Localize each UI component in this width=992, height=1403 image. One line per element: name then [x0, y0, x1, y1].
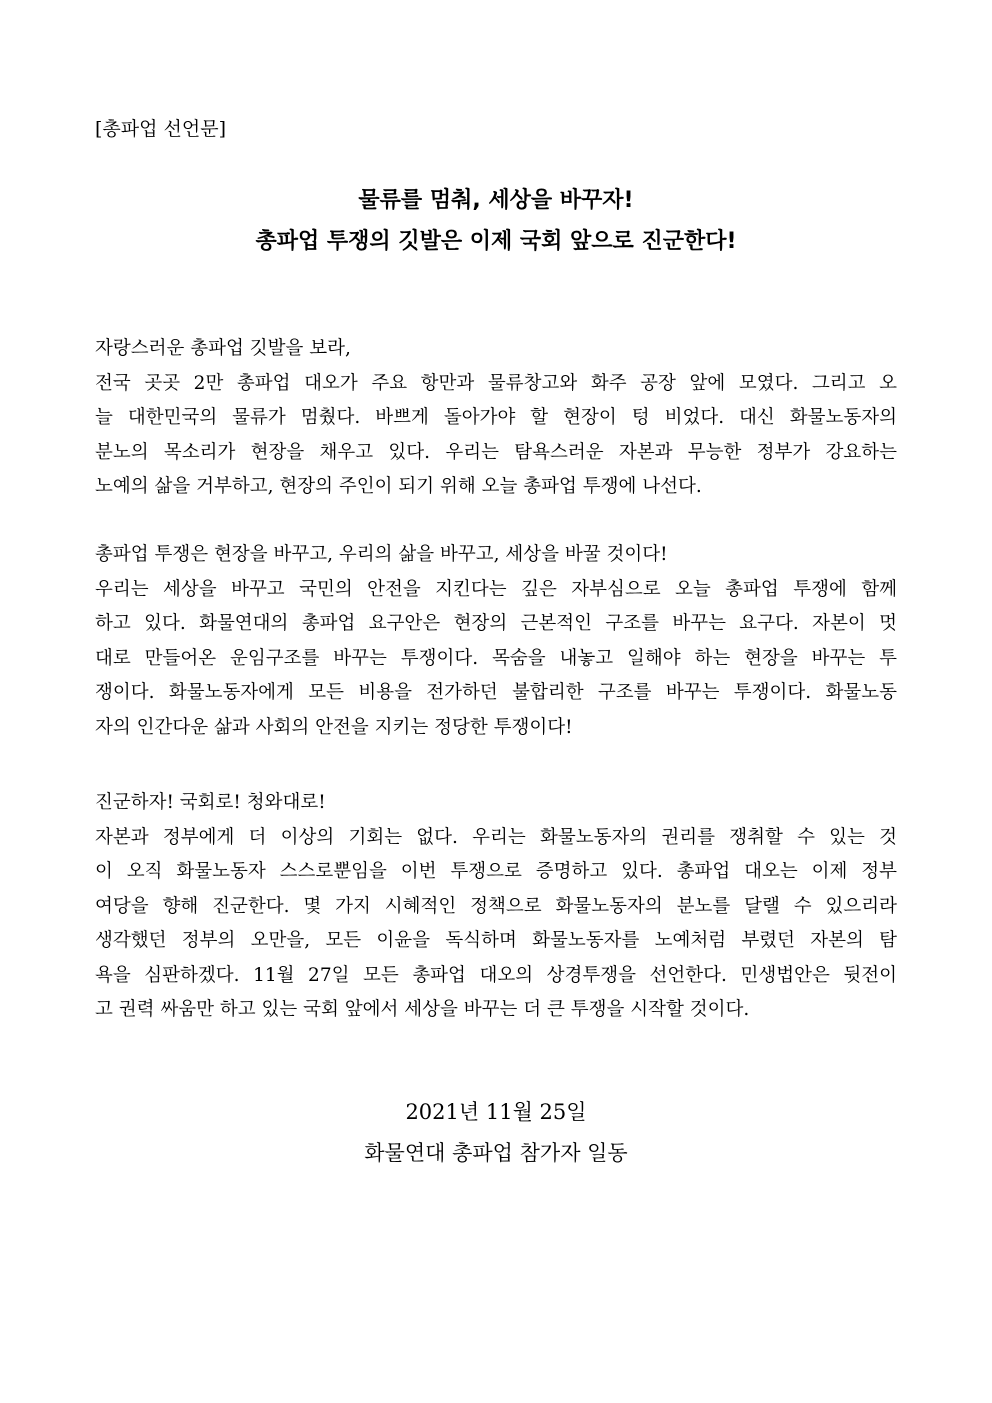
footer-signer: 화물연대 총파업 참가자 일동	[364, 1141, 628, 1165]
section-2	[95, 538, 897, 745]
section-2-line-4: 쟁이다. 화물노동자에게 모든 비용을 전가하던 불합리한 구조를 바꾸는 투쟁이다. 화물노동	[95, 682, 897, 703]
section-2-heading: 총파업 투쟁은 현장을 바꾸고, 우리의 삶을 바꾸고, 세상을 바꿀 것이다!	[95, 544, 668, 565]
section-3-line-3: 여당을 향해 진군한다. 몇 가지 시혜적인 정책으로 화물노동자의 분노를 달랠 수 있으리라	[95, 895, 897, 917]
section-3-line-5: 욕을 심판하겠다. 11월 27일 모든 총파업 대오의 상경투쟁을 선언한다. 민생법안은 뒷전이	[95, 964, 897, 986]
section-3-line-2: 이 오직 화물노동자 스스로뿐임을 이번 투쟁으로 증명하고 있다. 총파업 대오는 이제 정부	[95, 861, 897, 882]
footer-date: 2021년 11월 25일	[405, 1100, 587, 1124]
section-1-heading: 자랑스러운 총파업 깃발을 보라,	[95, 338, 351, 359]
section-2-line-5: 자의 인간다운 삶과 사회의 안전을 지키는 정당한 투쟁이다!	[95, 716, 573, 738]
section-1-line-4: 노예의 삶을 거부하고, 현장의 주인이 되기 위해 오늘 총파업 투쟁에 나선다.	[95, 476, 702, 497]
section-1-line-2: 늘 대한민국의 물류가 멈췄다. 바쁘게 돌아가야 할 현장이 텅 비었다. 대신 화물노동자의	[95, 407, 897, 428]
document-label: [총파업 선언문]	[95, 118, 226, 140]
section-2-line-2: 하고 있다. 화물연대의 총파업 요구안은 현장의 근본적인 구조를 바꾸는 요구다. 자본이 멋	[95, 613, 897, 634]
headline-line-2: 총파업 투쟁의 깃발은 이제 국회 앞으로 진군한다!	[255, 229, 737, 254]
headline-line-1: 물류를 멈춰, 세상을 바꾸자!	[358, 188, 634, 213]
section-3-line-6: 고 권력 싸움만 하고 있는 국회 앞에서 세상을 바꾸는 더 큰 투쟁을 시작할 것이다.	[95, 999, 750, 1020]
section-2-line-3: 대로 만들어온 운임구조를 바꾸는 투쟁이다. 목숨을 내놓고 일해야 하는 현장을 바꾸는 투	[95, 647, 897, 669]
section-1-line-1: 전국 곳곳 2만 총파업 대오가 주요 항만과 물류창고와 화주 공장 앞에 모였다. 그리고 오	[95, 372, 897, 394]
section-3-line-4: 생각했던 정부의 오만을, 모든 이윤을 독식하며 화물노동자를 노예처럼 부렸던 자본의 탐	[95, 930, 897, 951]
section-3-line-1: 자본과 정부에게 더 이상의 기회는 없다. 우리는 화물노동자의 권리를 쟁취할 수 있는 것	[95, 826, 897, 848]
section-1-line-3: 분노의 목소리가 현장을 채우고 있다. 우리는 탐욕스러운 자본과 무능한 정부가 강요하는	[95, 441, 897, 463]
section-2-line-1: 우리는 세상을 바꾸고 국민의 안전을 지킨다는 깊은 자부심으로 오늘 총파업 투쟁에 함께	[95, 578, 897, 600]
section-1	[95, 332, 897, 505]
section-3	[95, 786, 897, 1028]
section-3-heading: 진군하자! 국회로! 청와대로!	[95, 792, 326, 813]
